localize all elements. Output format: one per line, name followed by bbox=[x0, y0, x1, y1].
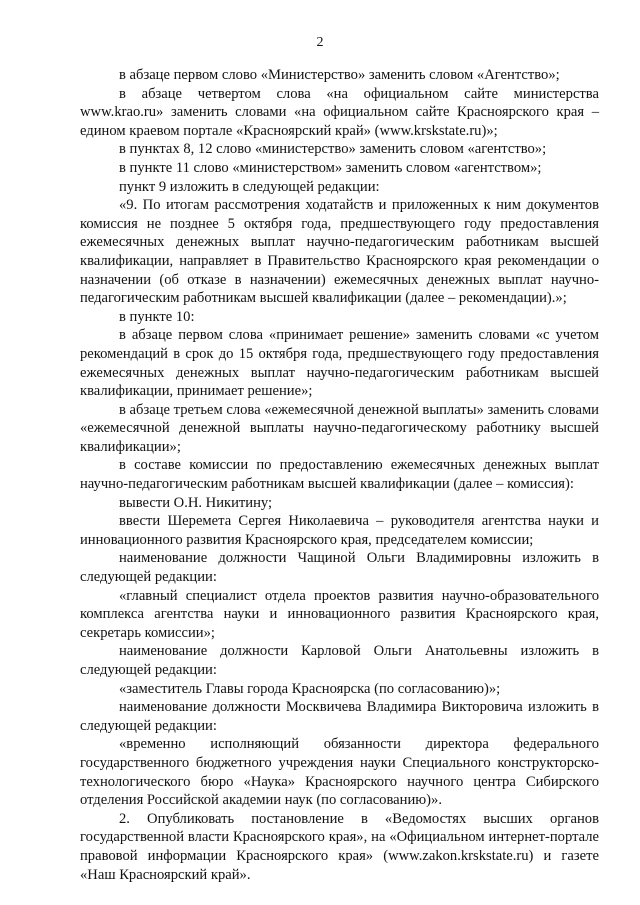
paragraph-9: в абзаце третьем слова «ежемесячной денежной выплаты» заменить словами «ежемесячной денежной выплаты научно-педагогическому работнику высшей квалификации»; bbox=[80, 401, 599, 455]
paragraph-10: в составе комиссии по предоставлению ежемесячных денежных выплат научно-педагогическим работникам высшей квалификации (далее – комиссия): bbox=[80, 457, 599, 493]
paragraph-17: наименование должности Москвичева Владимира Викторовича изложить в следующей редакции: bbox=[80, 699, 599, 734]
paragraph-18: «временно исполняющий обязанности директора федерального государственного бюджетного учреждения науки Специального конструкторско-технологического бюро «Наука» Красноярского научного центра Сибирского отделения Российской академии наук (по согласованию)». bbox=[80, 736, 599, 809]
paragraph-15: наименование должности Карловой Ольги Анатольевны изложить в следующей редакции: bbox=[80, 643, 599, 678]
paragraph-8: в абзаце первом слова «принимает решение» заменить словами «с учетом рекомендаций в срок до 15 октября года, предшествующего году предоставления ежемесячных денежных выплат научно-педагогическим работникам высшей квалификации, принимает решение»; bbox=[80, 327, 599, 400]
paragraph-12: ввести Шеремета Сергея Николаевича – руководителя агентства науки и инновационного развития Красноярского края, председателем комиссии; bbox=[80, 513, 599, 548]
page-number: 2 bbox=[316, 35, 324, 50]
paragraph-2: в абзаце четвертом слова «на официальном сайте министерства www.krao.ru» заменить словами «на официальном сайте Красноярского края – едином краевом портале «Красноярский край» (www.krskstate.ru)»; bbox=[80, 85, 599, 139]
paragraph-3: в пунктах 8, 12 слово «министерство» заменить словом «агентство»; bbox=[119, 141, 547, 158]
paragraph-7: в пункте 10: bbox=[119, 308, 195, 325]
paragraph-19: 2. Опубликовать постановление в «Ведомостях высших органов государственной власти Красноярского края», на «Официальном интернет-портале правовой информации Красноярского края» (www.zakon.krskstate.ru) и газете «Наш Красноярский край». bbox=[80, 810, 599, 883]
paragraph-6: «9. По итогам рассмотрения ходатайств и приложенных к ним документов комиссия не позднее 5 октября года, предшествующего году предоставления ежемесячных денежных выплат научно-педагогическим работникам высшей квалификации, направляет в Правительство Красноярского края рекомендации о назначении (об отказе в назначении) ежемесячных денежных выплат научно-педагогическим работникам высшей квалификации (далее – рекомендации).»; bbox=[80, 197, 599, 307]
paragraph-16: «заместитель Главы города Красноярска (по согласованию)»; bbox=[119, 680, 501, 697]
paragraph-1: в абзаце первом слово «Министерство» заменить словом «Агентство»; bbox=[119, 67, 560, 83]
document-body bbox=[80, 66, 599, 884]
paragraph-13: наименование должности Чащиной Ольги Владимировны изложить в следующей редакции: bbox=[80, 550, 599, 586]
paragraph-11: вывести О.Н. Никитину; bbox=[119, 494, 273, 511]
paragraph-4: в пункте 11 слово «министерством» заменить словом «агентством»; bbox=[119, 159, 542, 176]
paragraph-5: пункт 9 изложить в следующей редакции: bbox=[119, 178, 380, 195]
paragraph-14: «главный специалист отдела проектов развития научно-образовательного комплекса агентства науки и инновационного развития Красноярского края, секретарь комиссии»; bbox=[80, 587, 599, 641]
